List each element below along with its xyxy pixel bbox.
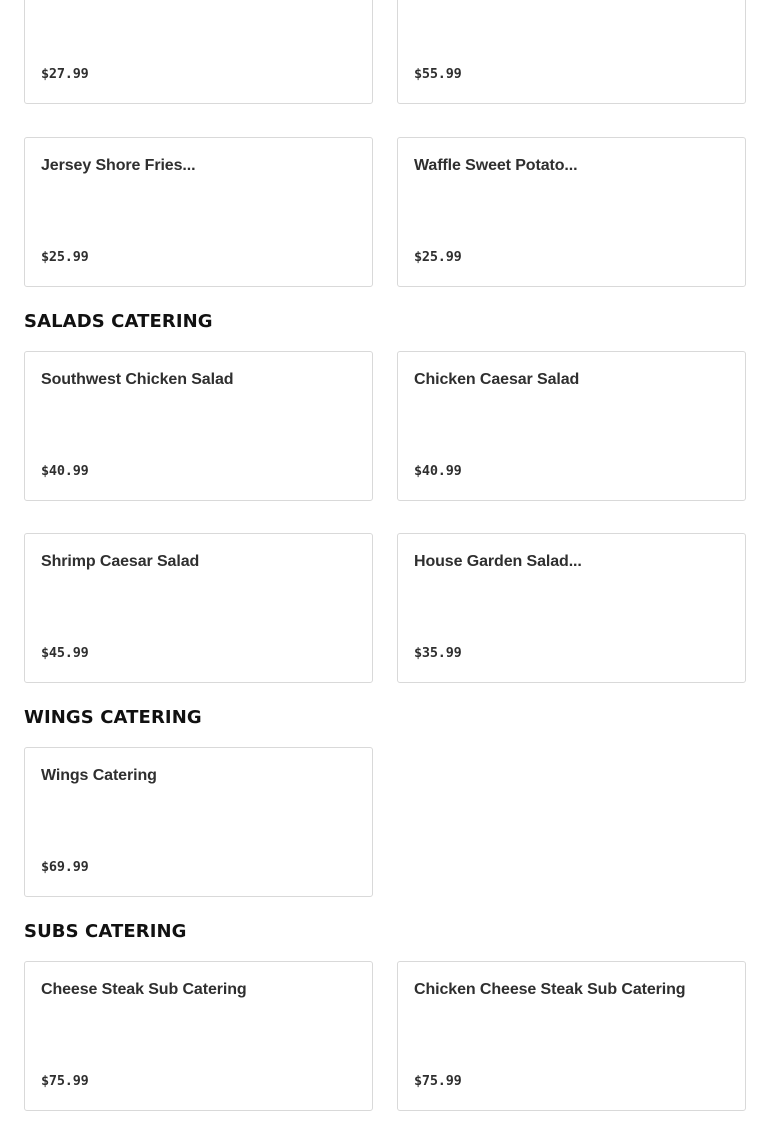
menu-item-price: $25.99 xyxy=(41,249,89,265)
menu-item-name: Waffle Sweet Potato... xyxy=(414,157,578,174)
menu-item-name: House Garden Salad... xyxy=(414,553,582,570)
menu-item-card[interactable] xyxy=(24,961,373,1111)
menu-item-card[interactable] xyxy=(24,747,373,897)
menu-item-card[interactable] xyxy=(24,533,373,683)
menu-item-card[interactable] xyxy=(24,351,373,501)
menu-item-name: Wings Catering xyxy=(41,767,157,784)
menu-item-name: Chicken Caesar Salad xyxy=(414,371,580,388)
menu-item-price: $55.99 xyxy=(414,66,462,82)
menu-item-price: $45.99 xyxy=(41,645,89,661)
menu-item-card[interactable] xyxy=(397,961,746,1111)
menu-item-price: $69.99 xyxy=(41,859,89,875)
menu-item-name: Jersey Shore Fries... xyxy=(41,157,196,174)
menu-item-price: $35.99 xyxy=(414,645,462,661)
menu-item-card[interactable] xyxy=(397,137,746,287)
section-heading-salads: SALADS CATERING xyxy=(24,311,213,332)
menu-item-name: Chicken Cheese Steak Sub Catering xyxy=(414,981,686,998)
menu-item-name: Southwest Chicken Salad xyxy=(41,371,234,388)
menu-item-card[interactable] xyxy=(24,0,373,104)
menu-item-price: $27.99 xyxy=(41,66,89,82)
menu-item-name: Shrimp Caesar Salad xyxy=(41,553,200,570)
section-heading-subs: SUBS CATERING xyxy=(24,921,187,942)
menu-item-card[interactable] xyxy=(24,137,373,287)
menu-item-price: $40.99 xyxy=(41,463,89,479)
menu-item-price: $25.99 xyxy=(414,249,462,265)
menu-item-price: $75.99 xyxy=(41,1073,89,1089)
menu-item-price: $75.99 xyxy=(414,1073,462,1089)
menu-item-price: $40.99 xyxy=(414,463,462,479)
menu-item-card[interactable] xyxy=(397,0,746,104)
menu-item-name: Cheese Steak Sub Catering xyxy=(41,981,247,998)
section-heading-wings: WINGS CATERING xyxy=(24,707,202,728)
menu-item-card[interactable] xyxy=(397,533,746,683)
menu-item-card[interactable] xyxy=(397,351,746,501)
